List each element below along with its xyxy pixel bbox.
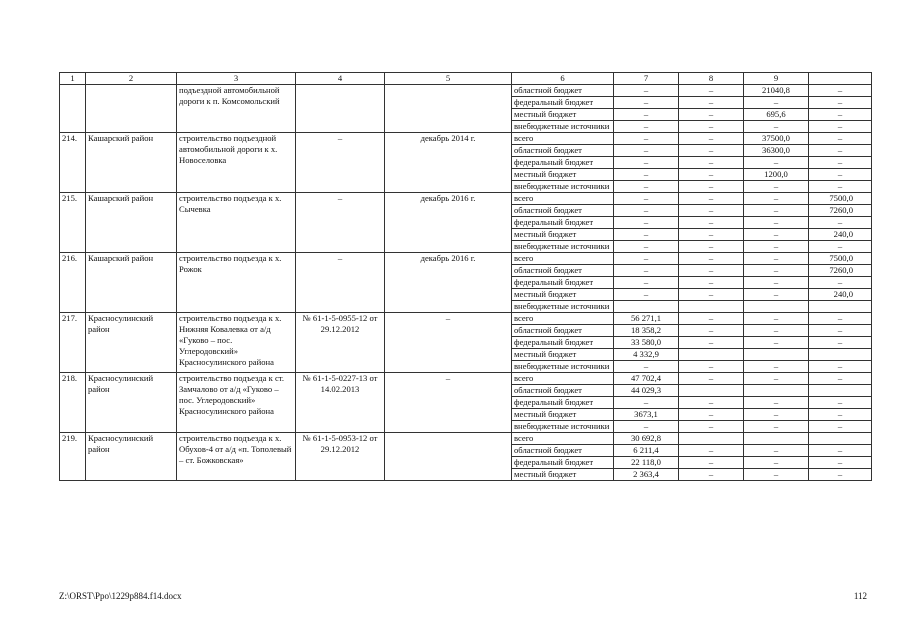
value-cell: –	[744, 373, 809, 385]
value-cell: –	[744, 121, 809, 133]
value-cell: 240,0	[809, 289, 872, 301]
funding-source-cell: областной бюджет	[512, 325, 614, 337]
column-number: 2	[86, 73, 177, 85]
district-cell: Кашарский район	[86, 133, 177, 193]
column-number-row	[60, 73, 872, 85]
value-cell: –	[614, 121, 679, 133]
value-cell: –	[614, 421, 679, 433]
value-cell: –	[809, 421, 872, 433]
funding-source-cell: федеральный бюджет	[512, 157, 614, 169]
value-cell: –	[614, 181, 679, 193]
page-number: 112	[853, 591, 867, 601]
funding-source-cell: всего	[512, 253, 614, 265]
funding-source-cell: областной бюджет	[512, 385, 614, 397]
district-cell: Красносулинский район	[86, 433, 177, 481]
column-number: 6	[512, 73, 614, 85]
value-cell: –	[744, 181, 809, 193]
value-cell: –	[744, 445, 809, 457]
value-cell: –	[614, 241, 679, 253]
value-cell: –	[679, 277, 744, 289]
value-cell: 7500,0	[809, 193, 872, 205]
object-cell: строительство подъезда к ст. Замчалово от а/д «Гуково – пос. Углеродовский» Красносулинского района	[177, 373, 296, 433]
value-cell: –	[809, 337, 872, 349]
deadline-cell: декабрь 2016 г.	[385, 193, 512, 253]
value-cell: 44 029,3	[614, 385, 679, 397]
value-cell: –	[809, 277, 872, 289]
district-cell: Красносулинский район	[86, 373, 177, 433]
value-cell: –	[679, 121, 744, 133]
value-cell: 33 580,0	[614, 337, 679, 349]
footer-file-path: Z:\ORST\Ppo\1229p884.f14.docx	[59, 591, 182, 601]
value-cell: –	[679, 217, 744, 229]
value-cell: –	[614, 85, 679, 97]
deadline-cell	[385, 85, 512, 133]
value-cell: –	[744, 265, 809, 277]
value-cell: –	[809, 217, 872, 229]
value-cell: –	[679, 373, 744, 385]
district-cell: Кашарский район	[86, 193, 177, 253]
value-cell: –	[679, 253, 744, 265]
object-cell: строительство подъезда к х. Рожок	[177, 253, 296, 313]
value-cell: –	[679, 289, 744, 301]
value-cell: –	[679, 361, 744, 373]
value-cell: –	[614, 397, 679, 409]
value-cell: –	[679, 325, 744, 337]
deadline-cell: –	[385, 373, 512, 433]
value-cell: –	[679, 409, 744, 421]
value-cell: –	[809, 121, 872, 133]
value-cell: –	[614, 289, 679, 301]
value-cell: 30 692,8	[614, 433, 679, 445]
value-cell: –	[614, 361, 679, 373]
value-cell: 240,0	[809, 229, 872, 241]
value-cell: –	[809, 133, 872, 145]
table-row	[60, 373, 872, 385]
value-cell: –	[679, 169, 744, 181]
value-cell: 22 118,0	[614, 457, 679, 469]
value-cell	[744, 385, 809, 397]
value-cell: –	[744, 277, 809, 289]
value-cell: –	[679, 397, 744, 409]
funding-source-cell: федеральный бюджет	[512, 337, 614, 349]
value-cell: –	[744, 409, 809, 421]
record-number	[60, 85, 86, 133]
value-cell: –	[744, 361, 809, 373]
value-cell: –	[614, 277, 679, 289]
funding-source-cell: всего	[512, 373, 614, 385]
funding-source-cell: внебюджетные источники	[512, 241, 614, 253]
value-cell: 56 271,1	[614, 313, 679, 325]
document-cell: –	[296, 253, 385, 313]
value-cell: –	[679, 109, 744, 121]
value-cell: –	[614, 157, 679, 169]
value-cell: –	[679, 265, 744, 277]
value-cell: –	[809, 109, 872, 121]
funding-source-cell: областной бюджет	[512, 205, 614, 217]
value-cell: 36300,0	[744, 145, 809, 157]
value-cell	[744, 349, 809, 361]
funding-source-cell: областной бюджет	[512, 145, 614, 157]
value-cell: –	[744, 97, 809, 109]
value-cell: –	[809, 241, 872, 253]
record-number: 218.	[60, 373, 86, 433]
funding-source-cell: внебюджетные источники	[512, 421, 614, 433]
value-cell: –	[809, 397, 872, 409]
funding-source-cell: местный бюджет	[512, 169, 614, 181]
column-number: 5	[385, 73, 512, 85]
value-cell: –	[744, 253, 809, 265]
value-cell: –	[679, 457, 744, 469]
value-cell: –	[809, 85, 872, 97]
value-cell: –	[744, 457, 809, 469]
value-cell: 37500,0	[744, 133, 809, 145]
value-cell: –	[679, 241, 744, 253]
table-row	[60, 193, 872, 205]
record-number: 214.	[60, 133, 86, 193]
column-number: 3	[177, 73, 296, 85]
value-cell: –	[744, 193, 809, 205]
value-cell: –	[809, 469, 872, 481]
value-cell: –	[679, 469, 744, 481]
deadline-cell: –	[385, 313, 512, 373]
column-number	[809, 73, 872, 85]
value-cell: –	[679, 421, 744, 433]
value-cell	[809, 301, 872, 313]
funding-source-cell: внебюджетные источники	[512, 301, 614, 313]
table-row	[60, 253, 872, 265]
value-cell: –	[679, 193, 744, 205]
value-cell: –	[809, 409, 872, 421]
table-row	[60, 433, 872, 445]
column-number: 4	[296, 73, 385, 85]
document-cell: –	[296, 193, 385, 253]
value-cell: –	[809, 145, 872, 157]
funding-source-cell: местный бюджет	[512, 229, 614, 241]
value-cell	[679, 301, 744, 313]
value-cell: –	[744, 157, 809, 169]
value-cell: –	[809, 313, 872, 325]
funding-source-cell: федеральный бюджет	[512, 397, 614, 409]
deadline-cell	[385, 433, 512, 481]
district-cell: Красносулинский район	[86, 313, 177, 373]
funding-source-cell: местный бюджет	[512, 409, 614, 421]
value-cell: –	[809, 373, 872, 385]
value-cell: –	[614, 205, 679, 217]
value-cell: –	[614, 193, 679, 205]
value-cell	[679, 349, 744, 361]
district-cell	[86, 85, 177, 133]
value-cell: –	[679, 97, 744, 109]
value-cell: –	[614, 97, 679, 109]
table-row	[60, 85, 872, 97]
value-cell: –	[614, 253, 679, 265]
column-number: 7	[614, 73, 679, 85]
value-cell: –	[809, 325, 872, 337]
value-cell: –	[679, 205, 744, 217]
value-cell: –	[679, 145, 744, 157]
value-cell: –	[809, 457, 872, 469]
table-row	[60, 313, 872, 325]
value-cell: 7500,0	[809, 253, 872, 265]
column-number: 9	[744, 73, 809, 85]
deadline-cell: декабрь 2016 г.	[385, 253, 512, 313]
value-cell: 2 363,4	[614, 469, 679, 481]
value-cell: –	[744, 337, 809, 349]
value-cell: 695,6	[744, 109, 809, 121]
value-cell: –	[679, 313, 744, 325]
table-body	[60, 73, 872, 481]
object-cell: строительство подъезда к х. Обухов-4 от а/д «п. Тополевый – ст. Божковская»	[177, 433, 296, 481]
value-cell: 3673,1	[614, 409, 679, 421]
value-cell	[614, 301, 679, 313]
value-cell: –	[809, 361, 872, 373]
value-cell: –	[614, 217, 679, 229]
value-cell: –	[744, 217, 809, 229]
column-number: 8	[679, 73, 744, 85]
table-row	[60, 133, 872, 145]
funding-source-cell: федеральный бюджет	[512, 217, 614, 229]
funding-source-cell: местный бюджет	[512, 289, 614, 301]
value-cell: 4 332,9	[614, 349, 679, 361]
value-cell: –	[614, 133, 679, 145]
funding-source-cell: внебюджетные источники	[512, 121, 614, 133]
value-cell: –	[679, 445, 744, 457]
value-cell: –	[809, 181, 872, 193]
deadline-cell: декабрь 2014 г.	[385, 133, 512, 193]
funding-source-cell: всего	[512, 193, 614, 205]
value-cell	[809, 433, 872, 445]
record-number: 217.	[60, 313, 86, 373]
value-cell: –	[679, 337, 744, 349]
column-number: 1	[60, 73, 86, 85]
funding-source-cell: местный бюджет	[512, 109, 614, 121]
document-cell: № 61-1-5-0955-12 от 29.12.2012	[296, 313, 385, 373]
funding-source-cell: федеральный бюджет	[512, 277, 614, 289]
value-cell: –	[679, 229, 744, 241]
object-cell: строительство подъезда к х. Нижняя Ковалевка от а/д «Гуково – пос. Углеродовский» Красносулинского района	[177, 313, 296, 373]
funding-source-cell: местный бюджет	[512, 349, 614, 361]
value-cell: 18 358,2	[614, 325, 679, 337]
document-cell	[296, 85, 385, 133]
value-cell: –	[679, 181, 744, 193]
funding-source-cell: всего	[512, 313, 614, 325]
value-cell: –	[809, 169, 872, 181]
value-cell: –	[744, 241, 809, 253]
value-cell: –	[614, 169, 679, 181]
record-number: 215.	[60, 193, 86, 253]
document-cell: № 61-1-5-0953-12 от 29.12.2012	[296, 433, 385, 481]
value-cell: 21040,8	[744, 85, 809, 97]
funding-source-cell: внебюджетные источники	[512, 361, 614, 373]
value-cell	[809, 349, 872, 361]
value-cell: –	[744, 421, 809, 433]
value-cell	[679, 433, 744, 445]
value-cell: –	[744, 325, 809, 337]
value-cell	[744, 433, 809, 445]
funding-source-cell: внебюджетные источники	[512, 181, 614, 193]
value-cell: –	[744, 397, 809, 409]
value-cell: –	[614, 109, 679, 121]
value-cell: 7260,0	[809, 205, 872, 217]
district-cell: Кашарский район	[86, 253, 177, 313]
value-cell: –	[744, 229, 809, 241]
object-cell: строительство подъезда к х. Сычевка	[177, 193, 296, 253]
value-cell: –	[679, 157, 744, 169]
object-cell: строительство подъездной автомобильной дороги к х. Новоселовка	[177, 133, 296, 193]
value-cell: 1200,0	[744, 169, 809, 181]
object-cell: подъездной автомобильной дороги к п. Комсомольский	[177, 85, 296, 133]
value-cell: –	[809, 445, 872, 457]
value-cell: –	[614, 265, 679, 277]
value-cell: 7260,0	[809, 265, 872, 277]
document-cell: № 61-1-5-0227-13 от 14.02.2013	[296, 373, 385, 433]
funding-source-cell: областной бюджет	[512, 265, 614, 277]
value-cell: –	[679, 133, 744, 145]
document-cell: –	[296, 133, 385, 193]
value-cell: –	[614, 145, 679, 157]
funding-source-cell: местный бюджет	[512, 469, 614, 481]
funding-source-cell: областной бюджет	[512, 445, 614, 457]
value-cell: –	[744, 289, 809, 301]
funding-source-cell: федеральный бюджет	[512, 97, 614, 109]
program-table	[59, 72, 872, 481]
value-cell: –	[809, 97, 872, 109]
value-cell: –	[809, 157, 872, 169]
funding-source-cell: всего	[512, 433, 614, 445]
value-cell: –	[744, 313, 809, 325]
record-number: 219.	[60, 433, 86, 481]
value-cell: 6 211,4	[614, 445, 679, 457]
value-cell	[809, 385, 872, 397]
value-cell: –	[679, 85, 744, 97]
value-cell: 47 702,4	[614, 373, 679, 385]
record-number: 216.	[60, 253, 86, 313]
funding-source-cell: всего	[512, 133, 614, 145]
value-cell	[744, 301, 809, 313]
value-cell: –	[614, 229, 679, 241]
funding-source-cell: федеральный бюджет	[512, 457, 614, 469]
value-cell: –	[744, 469, 809, 481]
funding-source-cell: областной бюджет	[512, 85, 614, 97]
value-cell: –	[744, 205, 809, 217]
value-cell	[679, 385, 744, 397]
